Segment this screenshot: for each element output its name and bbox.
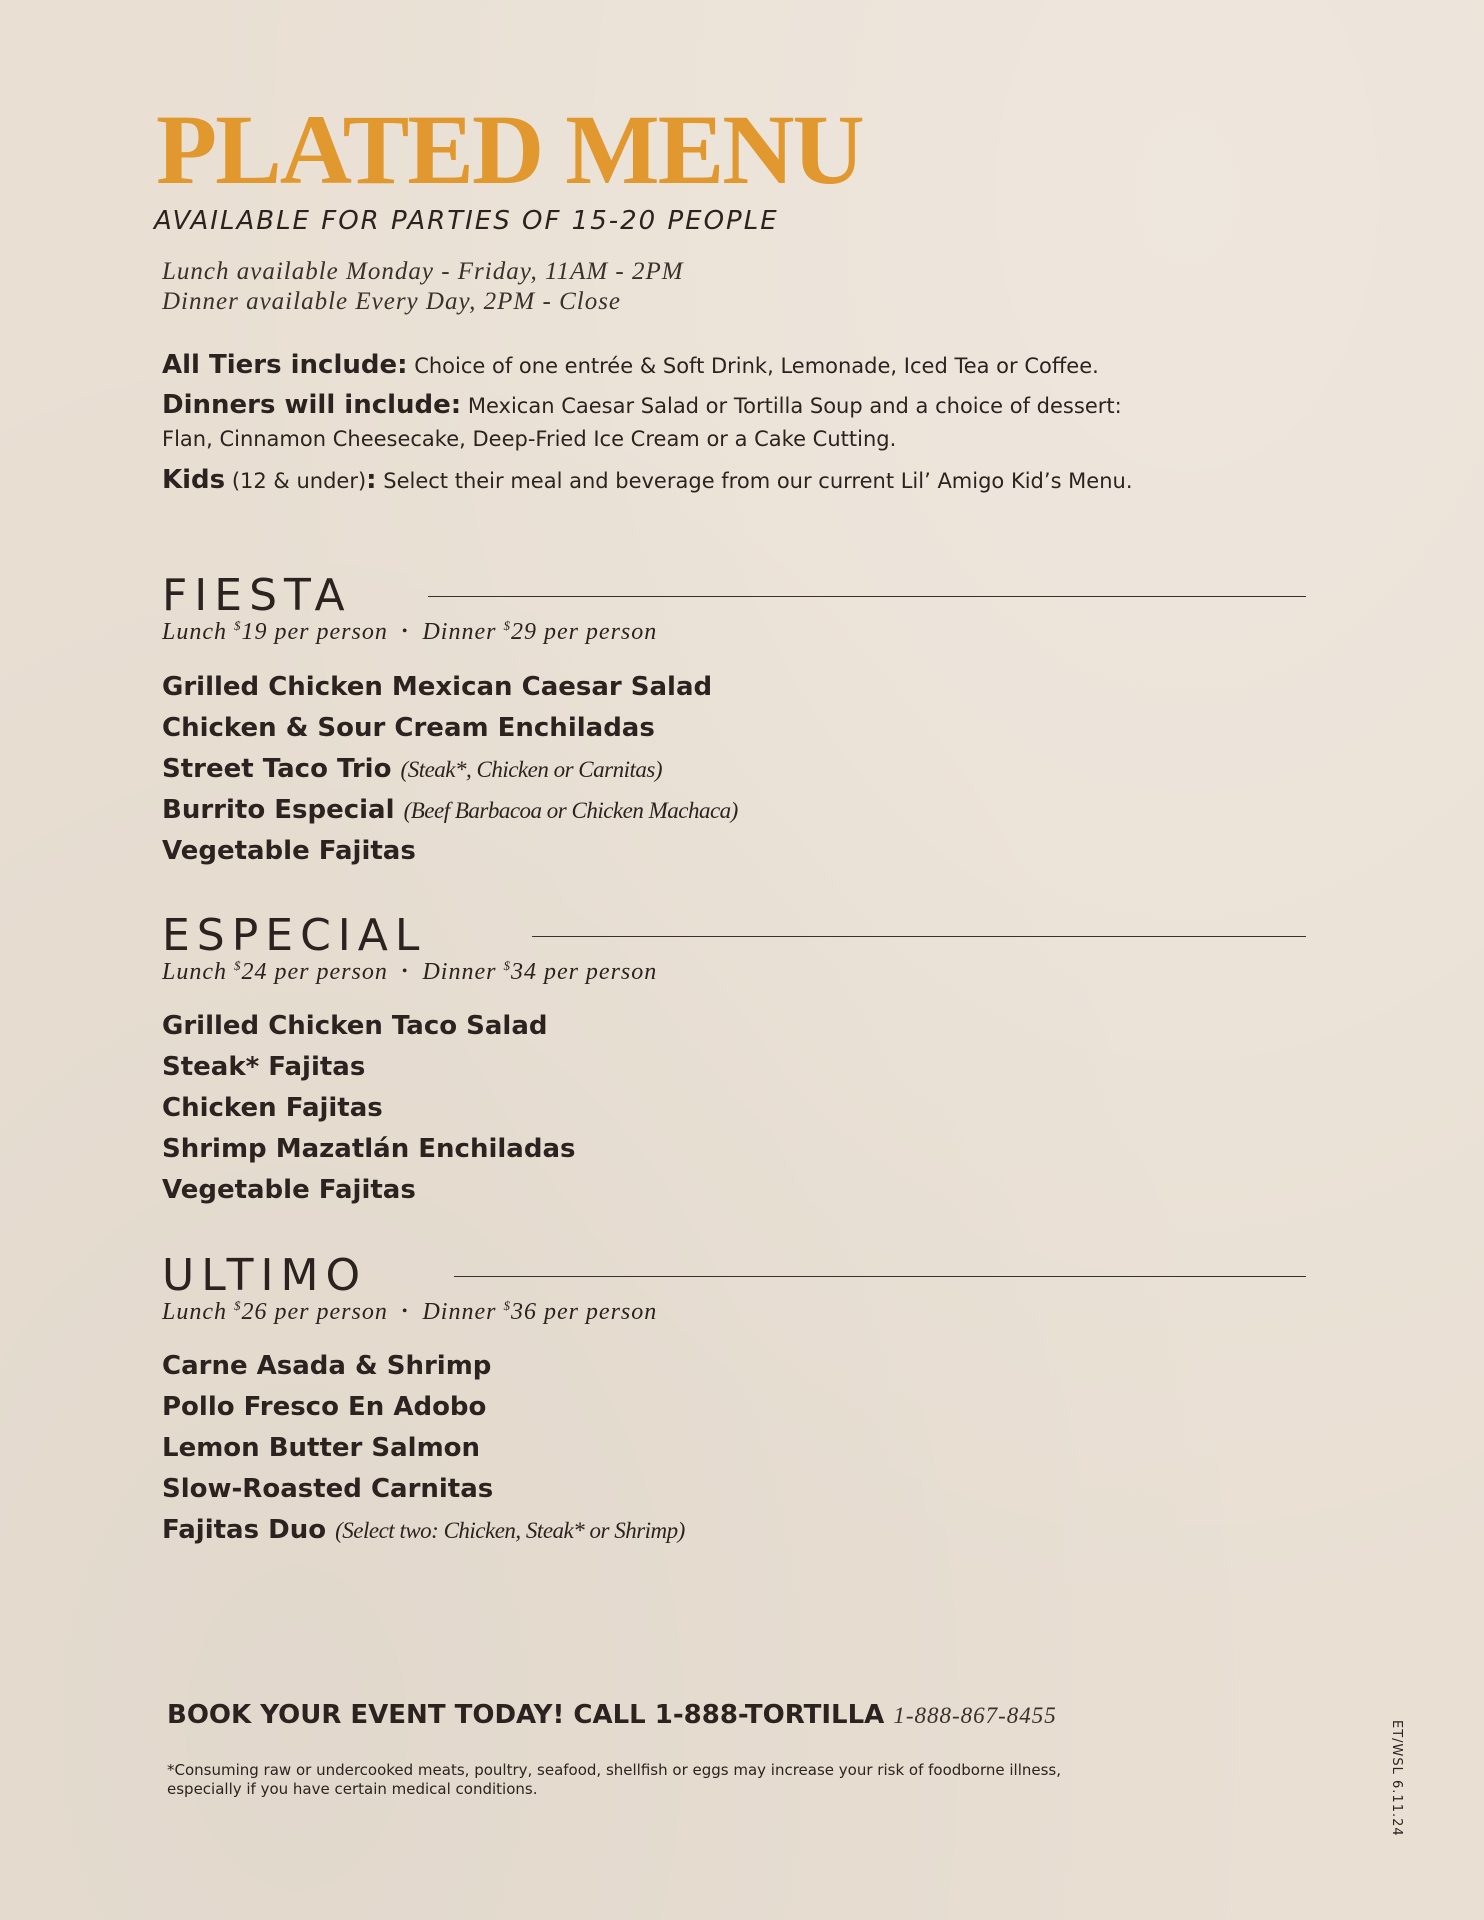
separator-dot: •: [401, 963, 409, 980]
currency-symbol: $: [234, 1298, 242, 1313]
separator-dot: •: [401, 623, 409, 640]
all-tiers-label: All Tiers include:: [162, 350, 408, 380]
menu-item: [162, 1093, 383, 1123]
lunch-price: 26 per person: [241, 1299, 388, 1325]
kids-info: [162, 465, 1133, 495]
dinners-text: Mexican Caesar Salad or Tortilla Soup and a choice of dessert:: [461, 394, 1122, 418]
page-subtitle: AVAILABLE FOR PARTIES OF 15-20 PEOPLE: [154, 206, 779, 236]
menu-item-name: Vegetable Fajitas: [162, 836, 416, 866]
lunch-label: Lunch: [162, 619, 234, 645]
document-code: ET/WSL 6.11.24: [1389, 1720, 1404, 1837]
tier-divider-especial: [532, 936, 1306, 937]
dinner-price: 29 per person: [510, 619, 658, 645]
menu-item-name: Slow-Roasted Carnitas: [162, 1474, 494, 1504]
tier-divider-ultimo: [454, 1276, 1306, 1277]
menu-item: [162, 1474, 493, 1504]
currency-symbol: $: [503, 1298, 511, 1313]
booking-callout: [167, 1700, 1057, 1730]
dinners-label: Dinners will include:: [162, 390, 462, 420]
booking-text: BOOK YOUR EVENT TODAY! CALL 1-888-TORTILLA: [167, 1700, 885, 1730]
kids-colon: :: [366, 465, 377, 495]
menu-item: [162, 1433, 480, 1463]
tier-divider-fiesta: [428, 596, 1306, 597]
menu-item: [162, 1134, 575, 1164]
dinner-label: Dinner: [422, 1299, 504, 1325]
food-safety-disclaimer: *Consuming raw or undercooked meats, poultry, seafood, shellfish or eggs may increase your risk of foodborne illness, especially if you have certain medical conditions.: [167, 1761, 1062, 1798]
tier-heading-especial: ESPECIAL: [162, 910, 427, 961]
menu-item: [162, 1392, 486, 1422]
menu-item-name: Chicken Fajitas: [162, 1093, 383, 1123]
menu-item: [162, 1515, 685, 1545]
dinners-info-continued: Flan, Cinnamon Cheesecake, Deep-Fried Ice Cream or a Cake Cutting.: [162, 427, 897, 451]
menu-item-name: Fajitas Duo: [162, 1515, 327, 1545]
menu-item-note: (Select two: Chicken, Steak* or Shrimp): [335, 1518, 685, 1543]
menu-item-name: Steak* Fajitas: [162, 1052, 366, 1082]
kids-label: Kids: [162, 465, 226, 495]
menu-item-note: (Steak*, Chicken or Carnitas): [400, 757, 662, 782]
lunch-label: Lunch: [162, 959, 234, 985]
kids-age: (12 & under): [225, 469, 367, 493]
menu-item: [162, 836, 416, 866]
page-title: PLATED MENU: [156, 94, 863, 205]
menu-item-name: Shrimp Mazatlán Enchiladas: [162, 1134, 576, 1164]
dinners-info: [162, 390, 1122, 420]
tier-price-ultimo: [162, 1298, 657, 1326]
menu-item-name: Carne Asada & Shrimp: [162, 1351, 492, 1381]
menu-item: [162, 1175, 416, 1205]
kids-text: Select their meal and beverage from our current Lil’ Amigo Kid’s Menu.: [376, 469, 1133, 493]
menu-item-note: (Beef Barbacoa or Chicken Machaca): [403, 798, 738, 823]
menu-item-name: Lemon Butter Salmon: [162, 1433, 481, 1463]
dinner-label: Dinner: [422, 959, 504, 985]
all-tiers-info: [162, 350, 1099, 380]
menu-item: [162, 1011, 548, 1041]
lunch-hours: Lunch available Monday - Friday, 11AM - 2PM: [162, 258, 684, 285]
currency-symbol: $: [503, 618, 511, 633]
currency-symbol: $: [234, 958, 242, 973]
menu-item: [162, 795, 738, 825]
lunch-price: 19 per person: [241, 619, 388, 645]
dinner-price: 36 per person: [510, 1299, 658, 1325]
dinner-price: 34 per person: [510, 959, 658, 985]
dinner-label: Dinner: [422, 619, 504, 645]
lunch-price: 24 per person: [241, 959, 388, 985]
currency-symbol: $: [234, 618, 242, 633]
menu-item: [162, 754, 662, 784]
menu-item-name: Vegetable Fajitas: [162, 1175, 416, 1205]
menu-item-name: Burrito Especial: [162, 795, 395, 825]
menu-item-name: Grilled Chicken Mexican Caesar Salad: [162, 672, 713, 702]
menu-item-name: Chicken & Sour Cream Enchiladas: [162, 713, 655, 743]
phone-number: 1-888-867-8455: [893, 1703, 1057, 1728]
menu-item: [162, 713, 655, 743]
currency-symbol: $: [503, 958, 511, 973]
all-tiers-text: Choice of one entrée & Soft Drink, Lemonade, Iced Tea or Coffee.: [407, 354, 1099, 378]
menu-item: [162, 672, 712, 702]
menu-item-name: Street Taco Trio: [162, 754, 392, 784]
tier-heading-fiesta: FIESTA: [162, 570, 352, 621]
tier-price-fiesta: [162, 618, 657, 646]
lunch-label: Lunch: [162, 1299, 234, 1325]
separator-dot: •: [401, 1303, 409, 1320]
menu-item: [162, 1052, 365, 1082]
menu-item-name: Grilled Chicken Taco Salad: [162, 1011, 548, 1041]
dinner-hours: Dinner available Every Day, 2PM - Close: [162, 288, 622, 315]
tier-price-especial: [162, 958, 657, 986]
tier-heading-ultimo: ULTIMO: [162, 1250, 368, 1301]
menu-item: [162, 1351, 491, 1381]
menu-item-name: Pollo Fresco En Adobo: [162, 1392, 487, 1422]
